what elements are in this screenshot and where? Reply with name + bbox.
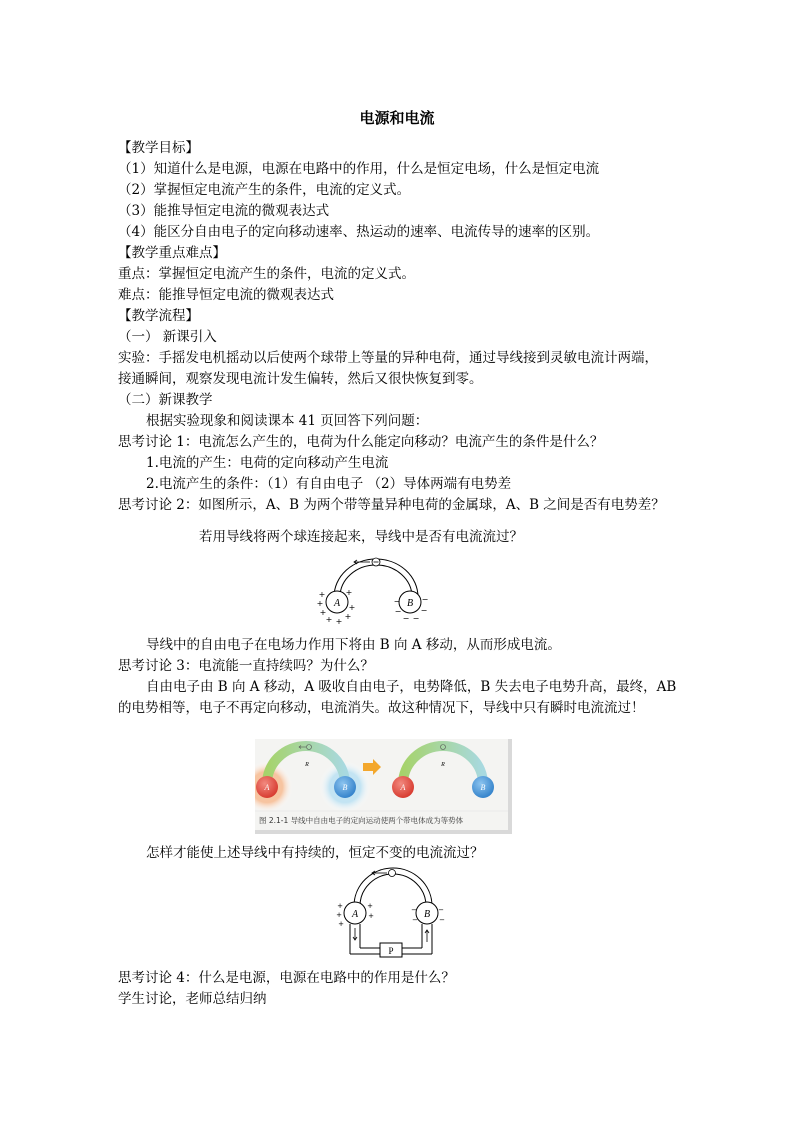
goal-item-4: （4）能区分自由电子的定向移动速率、热运动的速率、电流传导的速率的区别。 (118, 224, 600, 240)
pump-label: P (388, 946, 394, 956)
svg-text:−: − (420, 606, 428, 615)
question-1: 思考讨论 1：电流怎么产生的，电荷为什么能定向移动？电流产生的条件是什么？ (118, 434, 604, 450)
svg-text:+: + (337, 902, 343, 910)
svg-text:+: + (318, 590, 326, 599)
svg-text:−: − (438, 906, 444, 914)
question-2-continued: 若用导线将两个球连接起来，导线中是否有电流流过？ (199, 529, 523, 545)
figure-circuit-with-source (332, 866, 452, 962)
answer-1-1: 1.电流的产生：电荷的定向移动产生电流 (146, 455, 389, 471)
sphere-b-label: B (406, 598, 414, 609)
goal-item-1: （1）知道什么是电源，电源在电路中的作用，什么是恒定电场，什么是恒定电流 (118, 161, 600, 177)
svg-text:R: R (441, 762, 445, 768)
svg-text:+: + (316, 599, 324, 608)
svg-text:B: B (480, 783, 486, 792)
difficult-point: 难点：能推导恒定电流的微观表达式 (118, 287, 334, 303)
figure-charged-spheres (312, 553, 440, 625)
svg-text:−: − (394, 607, 402, 616)
svg-text:+: + (348, 603, 356, 612)
question-4: 思考讨论 4：什么是电源，电源在电路中的作用是什么？ (118, 970, 455, 986)
svg-text:+: + (319, 608, 327, 617)
svg-text:+: + (325, 615, 333, 624)
subsection-intro: （一） 新课引入 (118, 329, 217, 345)
key-point: 重点：掌握恒定电流产生的条件，电流的定义式。 (118, 266, 415, 282)
svg-text:+: + (336, 911, 342, 919)
question-3: 思考讨论 3：电流能一直持续吗？为什么？ (118, 658, 374, 674)
goal-item-2: （2）掌握恒定电流产生的条件，电流的定义式。 (118, 182, 411, 198)
svg-text:+: + (344, 612, 352, 621)
subsection-teaching: （二）新课教学 (118, 392, 213, 408)
answer-3-line-1: 自由电子由 B 向 A 移动，A 吸收自由电子，电势降低，B 失去电子电势升高，最终，AB (146, 679, 677, 695)
section-header-goals: 【教学目标】 (118, 140, 199, 156)
svg-text:−: − (412, 916, 418, 924)
answer-3-line-2: 的电势相等，电子不再定向移动，电流消失。故这种情况下，导线中只有瞬时电流流过！ (118, 700, 645, 716)
svg-text:−: − (402, 614, 410, 623)
figure-caption: 图 2.1-1 导线中自由电子的定向运动使两个带电体成为等势体 (259, 816, 464, 825)
svg-text:+: + (345, 588, 353, 597)
svg-text:R: R (305, 762, 309, 768)
svg-text:−: − (421, 595, 429, 604)
experiment-line-2: 接通瞬间，观察发现电流计发生偏转，然后又很快恢复到零。 (118, 371, 483, 387)
circuit-a-label: A (351, 909, 359, 920)
figure-equipotential (255, 739, 512, 834)
sphere-a-label: A (333, 598, 341, 609)
reading-instruction: 根据实验现象和阅读课本 41 页回答下列问题： (146, 413, 429, 429)
answer-2: 导线中的自由电子在电场力作用下将由 B 向 A 移动，从而形成电流。 (146, 637, 561, 653)
section-header-key-points: 【教学重点难点】 (118, 245, 226, 261)
svg-text:−: − (439, 916, 445, 924)
svg-text:+: + (367, 902, 373, 910)
ball-a-label: A (264, 783, 270, 792)
question-continuous-current: 怎样才能使上述导线中有持续的，恒定不变的电流流过？ (146, 845, 484, 861)
svg-text:+: + (368, 912, 374, 920)
svg-text:+: + (338, 920, 344, 928)
svg-text:−: − (412, 614, 420, 623)
ball-b-label: B (342, 783, 348, 792)
section-header-flow: 【教学流程】 (118, 308, 199, 324)
svg-text:+: + (335, 617, 343, 625)
closing-line: 学生讨论，老师总结归纳 (118, 991, 267, 1007)
page-title: 电源和电流 (359, 109, 435, 127)
svg-text:A: A (400, 783, 406, 792)
svg-text:−: − (393, 597, 401, 606)
experiment-line-1: 实验：手摇发电机摇动以后使两个球带上等量的异种电荷，通过导线接到灵敏电流计两端， (118, 350, 658, 366)
goal-item-3: （3）能推导恒定电流的微观表达式 (118, 203, 330, 219)
circuit-b-label: B (423, 909, 431, 920)
answer-1-2: 2.电流产生的条件：（1）有自由电子 （2）导体两端有电势差 (146, 476, 512, 492)
svg-text:−: − (411, 906, 417, 914)
question-2: 思考讨论 2：如图所示，A、B 为两个带等量异种电荷的金属球，A、B 之间是否有电势差？ (118, 497, 665, 513)
